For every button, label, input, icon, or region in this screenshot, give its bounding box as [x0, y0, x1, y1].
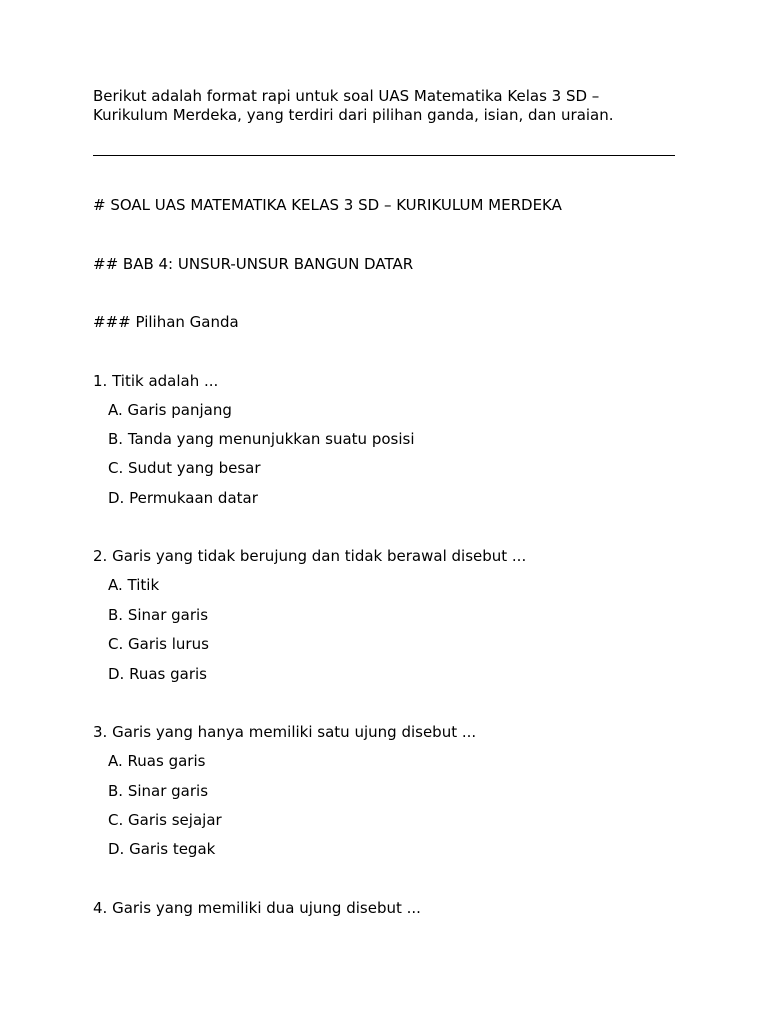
question-2: 2. Garis yang tidak berujung dan tidak berawal disebut ... [93, 547, 527, 565]
question-2-option-b: B. Sinar garis [108, 606, 209, 624]
question-3: 3. Garis yang hanya memiliki satu ujung disebut ... [93, 723, 477, 741]
intro-line-1: Berikut adalah format rapi untuk soal UAS Matematika Kelas 3 SD – [93, 87, 600, 105]
question-1: 1. Titik adalah ... [93, 372, 219, 390]
question-2-option-d: D. Ruas garis [108, 665, 207, 683]
document-title: # SOAL UAS MATEMATIKA KELAS 3 SD – KURIKULUM MERDEKA [93, 196, 562, 214]
question-1-option-c: C. Sudut yang besar [108, 459, 261, 477]
question-2-option-a: A. Titik [108, 576, 160, 594]
question-4: 4. Garis yang memiliki dua ujung disebut ... [93, 899, 421, 917]
section-heading: ### Pilihan Ganda [93, 313, 239, 331]
question-1-option-b: B. Tanda yang menunjukkan suatu posisi [108, 430, 415, 448]
question-3-option-d: D. Garis tegak [108, 840, 216, 858]
question-3-option-a: A. Ruas garis [108, 752, 206, 770]
question-3-option-b: B. Sinar garis [108, 782, 209, 800]
question-1-option-a: A. Garis panjang [108, 401, 232, 419]
chapter-heading: ## BAB 4: UNSUR-UNSUR BANGUN DATAR [93, 255, 414, 273]
intro-line-2: Kurikulum Merdeka, yang terdiri dari pilihan ganda, isian, dan uraian. [93, 106, 614, 124]
question-1-option-d: D. Permukaan datar [108, 489, 258, 507]
horizontal-rule [93, 155, 675, 156]
question-2-option-c: C. Garis lurus [108, 635, 209, 653]
question-3-option-c: C. Garis sejajar [108, 811, 222, 829]
